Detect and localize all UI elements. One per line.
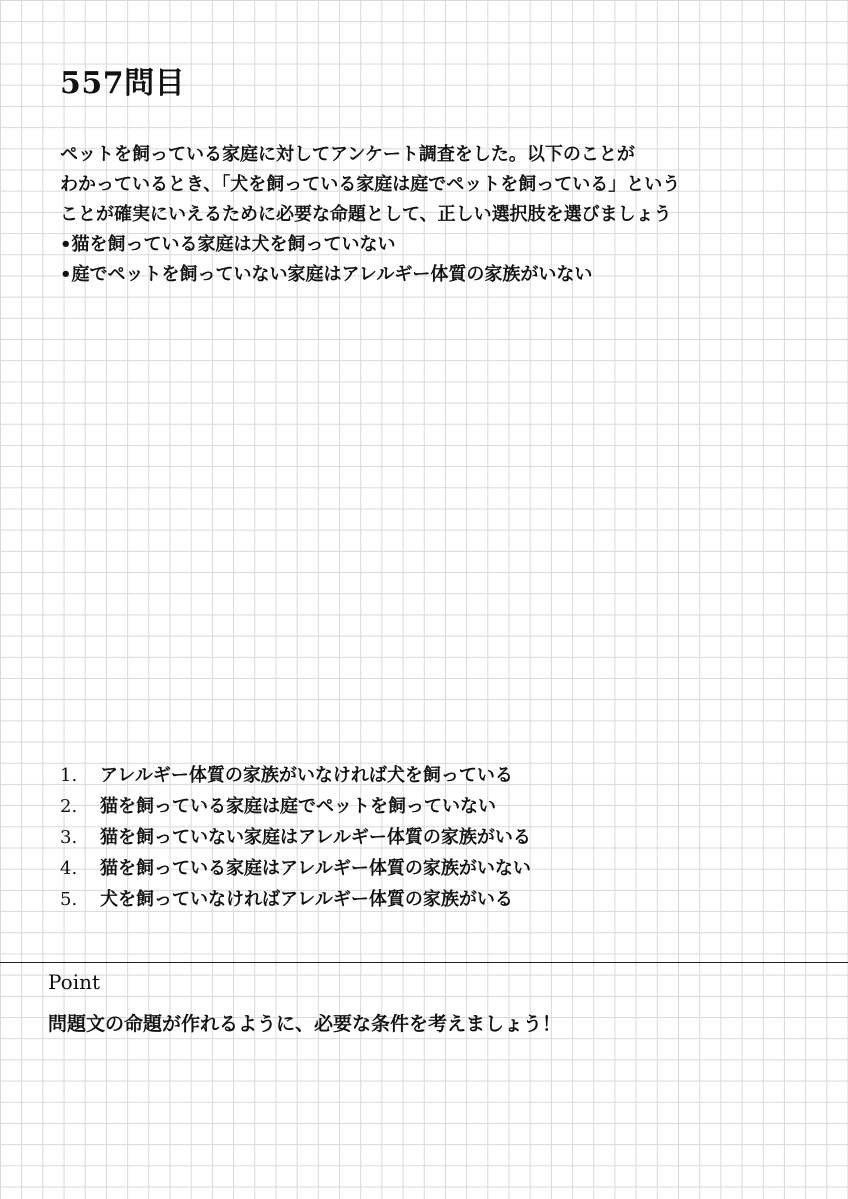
question-line: ことが確実にいえるために必要な命題として、正しい選択肢を選びましょう: [60, 204, 672, 225]
choice-text: アレルギー体質の家族がいなければ犬を飼っている: [100, 765, 513, 786]
choice-number: 1.: [60, 765, 78, 786]
question-line: わかっているとき、「犬を飼っている家庭は庭でペットを飼っている」という: [60, 174, 681, 195]
choice-list: [60, 760, 820, 915]
choice-number: 4.: [60, 858, 78, 879]
section-divider: [0, 962, 848, 963]
point-heading: Point: [48, 970, 101, 994]
choice-item: [60, 822, 820, 853]
question-line: ペットを飼っている家庭に対してアンケート調査をした。以下のことが: [60, 144, 635, 165]
choice-item: [60, 791, 820, 822]
choice-item: [60, 853, 820, 884]
choice-number: 5.: [60, 889, 78, 910]
condition-line: •猫を飼っている家庭は犬を飼っていない: [60, 234, 396, 255]
choice-text: 犬を飼っていなければアレルギー体質の家族がいる: [100, 889, 513, 910]
choice-text: 猫を飼っていない家庭はアレルギー体質の家族がいる: [100, 827, 531, 848]
problem-title: 557問目: [60, 66, 186, 101]
question-text: [60, 140, 820, 290]
choice-item: [60, 884, 820, 915]
condition-line: •庭でペットを飼っていない家庭はアレルギー体質の家族がいない: [60, 264, 593, 285]
choice-number: 2.: [60, 796, 78, 817]
choice-number: 3.: [60, 827, 78, 848]
point-hint: 問題文の命題が作れるように、必要な条件を考えましょう！: [48, 1013, 562, 1035]
choice-text: 猫を飼っている家庭は庭でペットを飼っていない: [100, 796, 496, 817]
choice-item: [60, 760, 820, 791]
choice-text: 猫を飼っている家庭はアレルギー体質の家族がいない: [100, 858, 531, 879]
